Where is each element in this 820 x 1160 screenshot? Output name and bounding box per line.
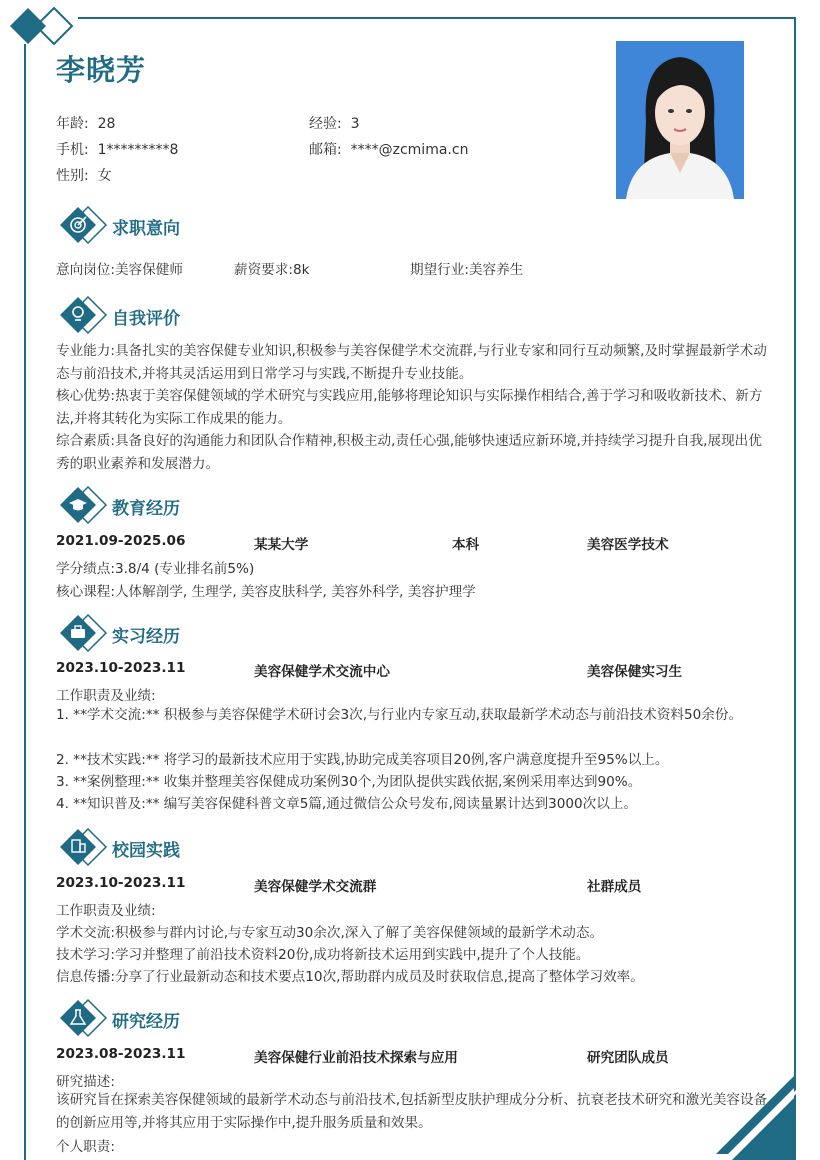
experience-field <box>309 113 360 133</box>
section-title-campus: 校园实践 <box>112 841 180 861</box>
gender-field <box>56 165 112 185</box>
research-description: 该研究旨在探索美容保健领域的最新学术动态与前沿技术,包括新型皮肤护理成分分析、抗衰老技术研究和激光美容设备的创新应用等,并将其应用于实际操作中,提升服务质量和效果。 <box>56 1092 768 1131</box>
email-field <box>309 139 468 159</box>
phone-field <box>56 139 178 159</box>
lightbulb-icon <box>58 295 110 335</box>
internship-item: 2. **技术实践:** 将学习的最新技术应用于实践,协助完成美容项目20例,客户满意度提升至95%以上。 <box>56 752 669 768</box>
email-value: ****@zcmima.cn <box>350 142 469 158</box>
research-date: 2023.08-2023.11 <box>56 1046 186 1062</box>
gender-label: 性别: <box>56 168 89 184</box>
section-title-self: 自我评价 <box>112 309 180 329</box>
self-eval-professional: 专业能力:具备扎实的美容保健专业知识,积极参与美容保健学术交流群,与行业专家和同行互动频繁,及时掌握最新学术动态与前沿技术,并将其灵活运用到日常学习与实践,不断提升专业技能。 <box>56 343 767 382</box>
building-icon <box>58 827 110 867</box>
education-degree: 本科 <box>452 537 480 553</box>
campus-row <box>56 875 768 895</box>
section-title-education: 教育经历 <box>112 499 180 519</box>
age-value: 28 <box>97 116 116 132</box>
candidate-name: 李晓芳 <box>56 53 147 87</box>
frame-left-line <box>24 44 26 1160</box>
section-title-intent: 求职意向 <box>112 219 180 239</box>
education-major: 美容医学技术 <box>587 537 669 553</box>
internship-item: 3. **案例整理:** 收集并整理美容保健成功案例30个,为团队提供实践依据,案例采用率达到90%。 <box>56 774 642 790</box>
research-role: 研究团队成员 <box>587 1050 669 1066</box>
phone-label: 手机: <box>56 142 89 158</box>
gender-value: 女 <box>97 168 112 184</box>
experience-label: 经验: <box>309 116 342 132</box>
campus-item: 技术学习:学习并整理了前沿技术资料20份,成功将新技术运用到实践中,提升了个人技能。 <box>56 947 590 963</box>
internship-org: 美容保健学术交流中心 <box>254 664 390 680</box>
frame-right-line <box>794 17 796 1160</box>
briefcase-icon <box>58 613 110 653</box>
campus-role: 社群成员 <box>587 879 642 895</box>
section-title-internship: 实习经历 <box>112 627 180 647</box>
education-courses: 核心课程:人体解剖学, 生理学, 美容皮肤科学, 美容外科学, 美容护理学 <box>56 584 476 600</box>
internship-date: 2023.10-2023.11 <box>56 660 186 676</box>
intent-industry: 期望行业:美容养生 <box>410 262 524 278</box>
research-desc-label: 研究描述: <box>56 1074 115 1090</box>
corner-diamond-ornament <box>8 6 78 46</box>
target-icon <box>58 205 110 245</box>
internship-item: 4. **知识普及:** 编写美容保健科普文章5篇,通过微信公众号发布,阅读量累计达到3000次以上。 <box>56 796 638 812</box>
email-label: 邮箱: <box>309 142 342 158</box>
age-label: 年龄: <box>56 116 89 132</box>
frame-top-line <box>78 17 796 19</box>
flask-icon <box>58 998 110 1038</box>
campus-date: 2023.10-2023.11 <box>56 875 186 891</box>
graduation-cap-icon <box>58 485 110 525</box>
research-project: 美容保健行业前沿技术探索与应用 <box>254 1050 458 1066</box>
research-row <box>56 1046 768 1066</box>
experience-value: 3 <box>350 116 360 132</box>
campus-item: 学术交流:积极参与群内讨论,与专家互动30余次,深入了解了美容保健领域的最新学术动态。 <box>56 925 604 941</box>
intent-position: 意向岗位:美容保健师 <box>56 262 183 278</box>
education-date: 2021.09-2025.06 <box>56 533 186 549</box>
intent-salary: 薪资要求:8k <box>234 262 310 278</box>
internship-item: 1. **学术交流:** 积极参与美容保健学术研讨会3次,与行业内专家互动,获取最新学术动态与前沿技术资料50余份。 <box>56 707 743 723</box>
self-eval-strength: 核心优势:热衷于美容保健领域的学术研究与实践应用,能够将理论知识与实际操作相结合,善于学习和吸收新技术、新方法,并将其转化为实际工作成果的能力。 <box>56 388 763 427</box>
campus-duty-label: 工作职责及业绩: <box>56 903 156 919</box>
campus-org: 美容保健学术交流群 <box>254 879 377 895</box>
internship-role: 美容保健实习生 <box>587 664 683 680</box>
internship-row <box>56 660 768 680</box>
internship-duty-label: 工作职责及业绩: <box>56 688 156 704</box>
research-duty-label: 个人职责: <box>56 1139 115 1155</box>
section-title-research: 研究经历 <box>112 1012 180 1032</box>
self-eval-quality: 综合素质:具备良好的沟通能力和团队合作精神,积极主动,责任心强,能够快速适应新环境,并持续学习提升自我,展现出优秀的职业素养和发展潜力。 <box>56 433 762 472</box>
phone-value: 1*********8 <box>97 142 179 158</box>
age-field <box>56 113 115 133</box>
profile-photo <box>616 41 744 199</box>
education-gpa: 学分绩点:3.8/4 (专业排名前5%) <box>56 561 255 577</box>
education-row <box>56 533 768 553</box>
campus-item: 信息传播:分享了行业最新动态和技术要点10次,帮助群内成员及时获取信息,提高了整体学习效率。 <box>56 969 644 985</box>
education-school: 某某大学 <box>254 537 309 553</box>
